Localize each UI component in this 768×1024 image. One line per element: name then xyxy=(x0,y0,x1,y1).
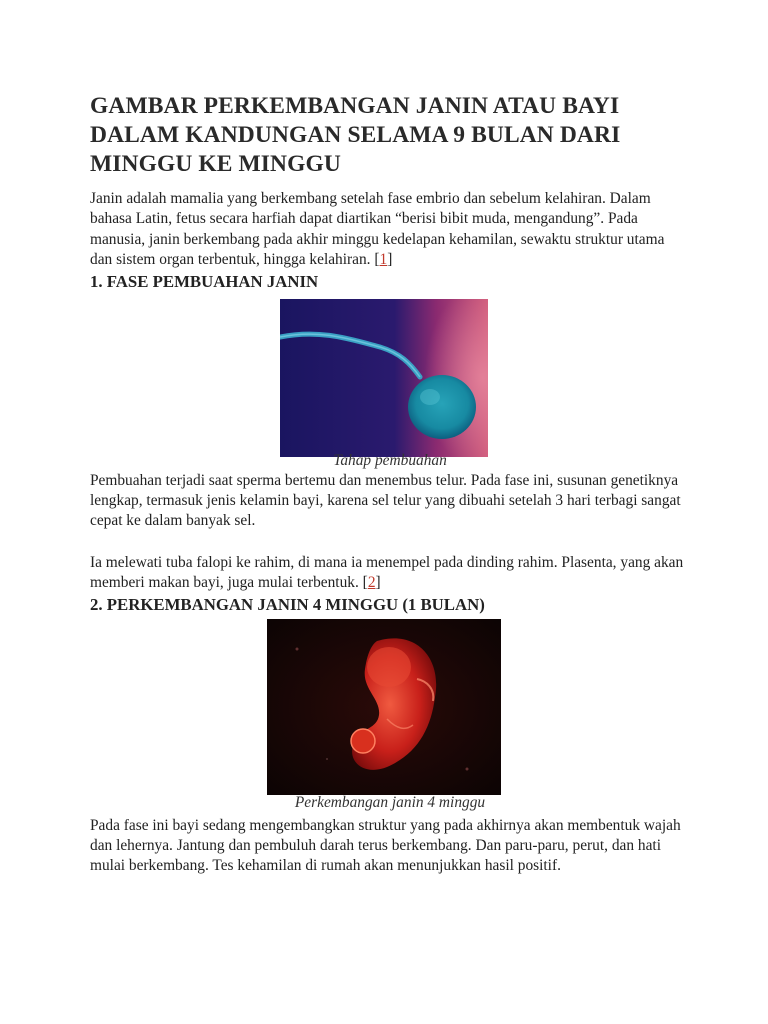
section-2-heading: 2. PERKEMBANGAN JANIN 4 MINGGU (1 BULAN) xyxy=(90,594,485,614)
reference-link-2[interactable]: 2 xyxy=(367,574,376,592)
section-1-paragraph-2-text: Ia melewati tuba falopi ke rahim, di mana ia menempel pada dinding rahim. Plasenta, yang akan memberi makan bayi, juga mulai terbentuk. [ xyxy=(90,553,684,592)
paragraph-spacer xyxy=(90,532,690,553)
intro-text: Janin adalah mamalia yang berkembang setelah fase embrio dan sebelum kelahiran. Dalam bahasa Latin, fetus secara harfiah dapat diartikan “berisi bibit muda, mengandung”. Pada manusia, janin berkembang pada akhir minggu kedelapan kehamilan, sewaktu struktur utama dan sistem organ terbentuk, hingga kelahiran. [ xyxy=(90,190,665,269)
document-page xyxy=(90,92,690,877)
page-title: GAMBAR PERKEMBANGAN JANIN ATAU BAYI DALAM KANDUNGAN SELAMA 9 BULAN DARI MINGGU KE MINGGU xyxy=(90,93,621,177)
intro-paragraph xyxy=(90,189,690,271)
figure-caption: Tahap pembuahan xyxy=(333,451,447,469)
figure-embryo xyxy=(90,616,690,816)
reference-link-1[interactable]: 1 xyxy=(379,251,388,269)
figure-fertilization xyxy=(90,293,690,471)
figure-caption: Perkembangan janin 4 minggu xyxy=(294,793,486,811)
section-1-heading: 1. FASE PEMBUAHAN JANIN xyxy=(90,271,319,291)
sperm-egg-fertilization-image xyxy=(280,299,488,457)
embryo-4-weeks-image xyxy=(267,619,501,795)
intro-close: ] xyxy=(387,251,393,269)
section-1-paragraph-2-close: ] xyxy=(375,574,381,592)
section-1-paragraph-1: Pembuahan terjadi saat sperma bertemu dan menembus telur. Pada fase ini, susunan genetiknya lengkap, termasuk jenis kelamin bayi, karena sel telur yang dibuahi setelah 3 hari terbagi sangat cepat ke dalam banyak sel. xyxy=(90,471,681,530)
section-2-paragraph-1: Pada fase ini bayi sedang mengembangkan struktur yang pada akhirnya akan membentuk wajah dan lehernya. Jantung dan pembuluh darah terus berkembang. Dan paru-paru, perut, dan hati mulai berkembang. Tes kehamilan di rumah akan menunjukkan hasil positif. xyxy=(90,816,681,875)
section-1-paragraph-2 xyxy=(90,553,690,594)
